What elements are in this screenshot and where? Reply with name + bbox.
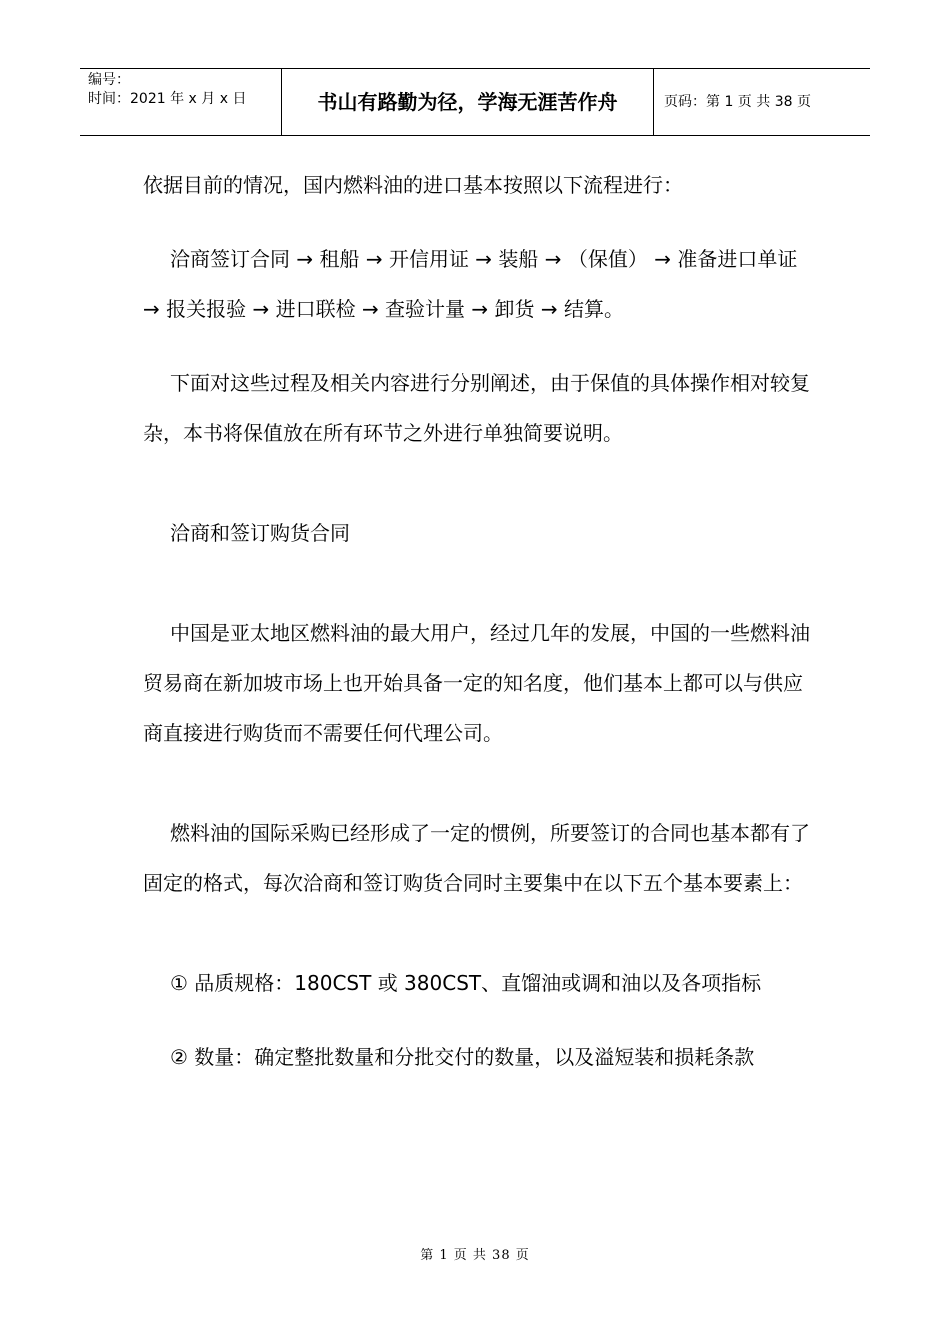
list-item-quality: ① 品质规格：180CST 或 380CST、直馏油或调和油以及各项指标 bbox=[170, 971, 762, 995]
number-label: 编号： bbox=[88, 72, 130, 88]
header-meta-cell bbox=[80, 69, 282, 135]
header-motto: 书山有路勤为径，学海无涯苦作舟 bbox=[282, 69, 654, 135]
china-market-paragraph: 中国是亚太地区燃料油的最大用户，经过几年的发展，中国的一些燃料油贸易商在新加坡市场上也开始具备一定的知名度，他们基本上都可以与供应商直接进行购货而不需要任何代理公司。 bbox=[143, 621, 810, 745]
section-title: 洽商和签订购货合同 bbox=[170, 521, 350, 545]
header-page-info: 页码：第 1 页 共 38 页 bbox=[664, 94, 811, 110]
list-item-quantity: ② 数量：确定整批数量和分批交付的数量，以及溢短装和损耗条款 bbox=[170, 1045, 755, 1069]
date-line: 时间：2021 年 x 月 x 日 bbox=[88, 91, 247, 107]
contract-elements-paragraph: 燃料油的国际采购已经形成了一定的惯例，所要签订的合同也基本都有了固定的格式，每次洽商和签订购货合同时主要集中在以下五个基本要素上： bbox=[143, 821, 810, 895]
process-flow-paragraph: 洽商签订合同 → 租船 → 开信用证 → 装船 → （保值） → 准备进口单证 → 报关报验 → 进口联检 → 查验计量 → 卸货 → 结算。 bbox=[143, 247, 798, 321]
page-footer: 第 1 页 共 38 页 bbox=[420, 1248, 530, 1263]
document-body bbox=[143, 160, 813, 1082]
overview-paragraph: 下面对这些过程及相关内容进行分别阐述，由于保值的具体操作相对较复杂，本书将保值放在所有环节之外进行单独简要说明。 bbox=[143, 371, 810, 445]
page-header bbox=[80, 68, 870, 136]
intro-paragraph: 依据目前的情况，国内燃料油的进口基本按照以下流程进行： bbox=[143, 173, 683, 197]
